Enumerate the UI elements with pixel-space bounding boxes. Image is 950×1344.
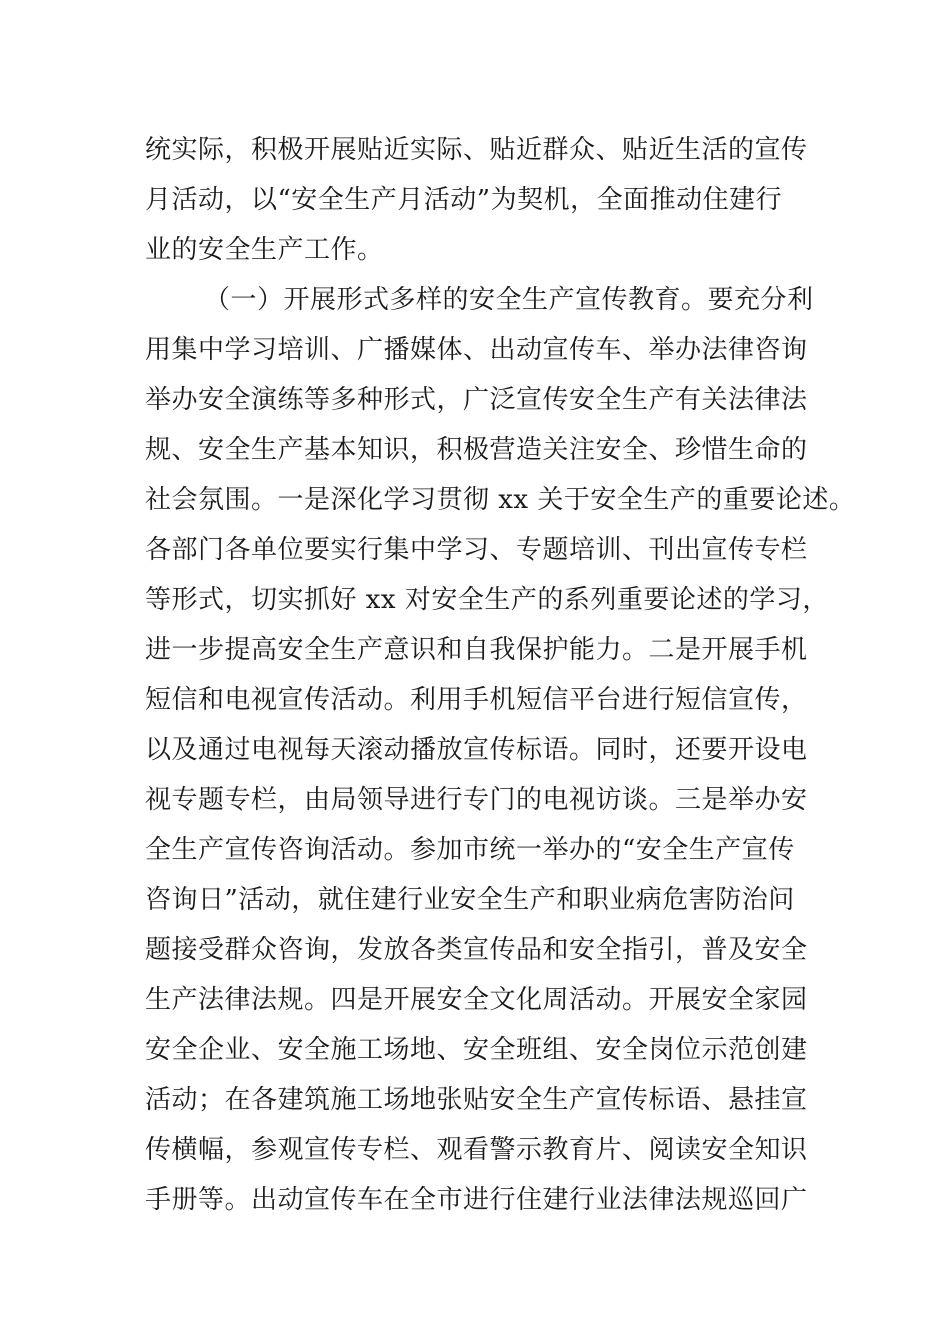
text-line-19: 安全企业、安全施工场地、安全班组、安全岗位示范创建 [145, 1035, 808, 1065]
text-line-6: 举办安全演练等多种形式，广泛宣传安全生产有关法律法 [145, 385, 808, 415]
text-line-8: 社会氛围。一是深化学习贯彻 xx 关于安全生产的重要论述。 [145, 485, 856, 515]
text-line-18: 生产法律法规。四是开展安全文化周活动。开展安全家园 [145, 985, 808, 1015]
text-line-17: 题接受群众咨询，发放各类宣传品和安全指引，普及安全 [145, 935, 808, 965]
text-line-5: 用集中学习培训、广播媒体、出动宣传车、举办法律咨询 [145, 335, 808, 365]
text-line-21: 传横幅，参观宣传专栏、观看警示教育片、阅读安全知识 [145, 1135, 808, 1165]
text-line-10: 等形式，切实抓好 xx 对安全生产的系列重要论述的学习， [145, 585, 829, 615]
text-line-3: 业的安全生产工作。 [145, 235, 384, 265]
text-line-12: 短信和电视宣传活动。利用手机短信平台进行短信宣传， [145, 685, 808, 715]
text-line-15: 全生产宣传咨询活动。参加市统一举办的“安全生产宣传 [145, 835, 795, 865]
paragraph-1-first-line: （一）开展形式多样的安全生产宣传教育。要充分利 [204, 285, 814, 315]
text-line-9: 各部门各单位要实行集中学习、专题培训、刊出宣传专栏 [145, 535, 808, 565]
text-line-1: 统实际，积极开展贴近实际、贴近群众、贴近生活的宣传 [145, 135, 808, 165]
text-line-7: 规、安全生产基本知识，积极营造关注安全、珍惜生命的 [145, 435, 808, 465]
text-line-2: 月活动，以“安全生产月活动”为契机，全面推动住建行 [145, 185, 783, 215]
text-line-11: 进一步提高安全生产意识和自我保护能力。二是开展手机 [145, 635, 808, 665]
text-line-13: 以及通过电视每天滚动播放宣传标语。同时，还要开设电 [145, 735, 808, 765]
text-line-14: 视专题专栏，由局领导进行专门的电视访谈。三是举办安 [145, 785, 808, 815]
text-line-16: 咨询日”活动，就住建行业安全生产和职业病危害防治问 [145, 885, 795, 915]
text-line-20: 活动；在各建筑施工场地张贴安全生产宣传标语、悬挂宣 [145, 1085, 808, 1115]
text-line-22: 手册等。出动宣传车在全市进行住建行业法律法规巡回广 [145, 1185, 808, 1215]
